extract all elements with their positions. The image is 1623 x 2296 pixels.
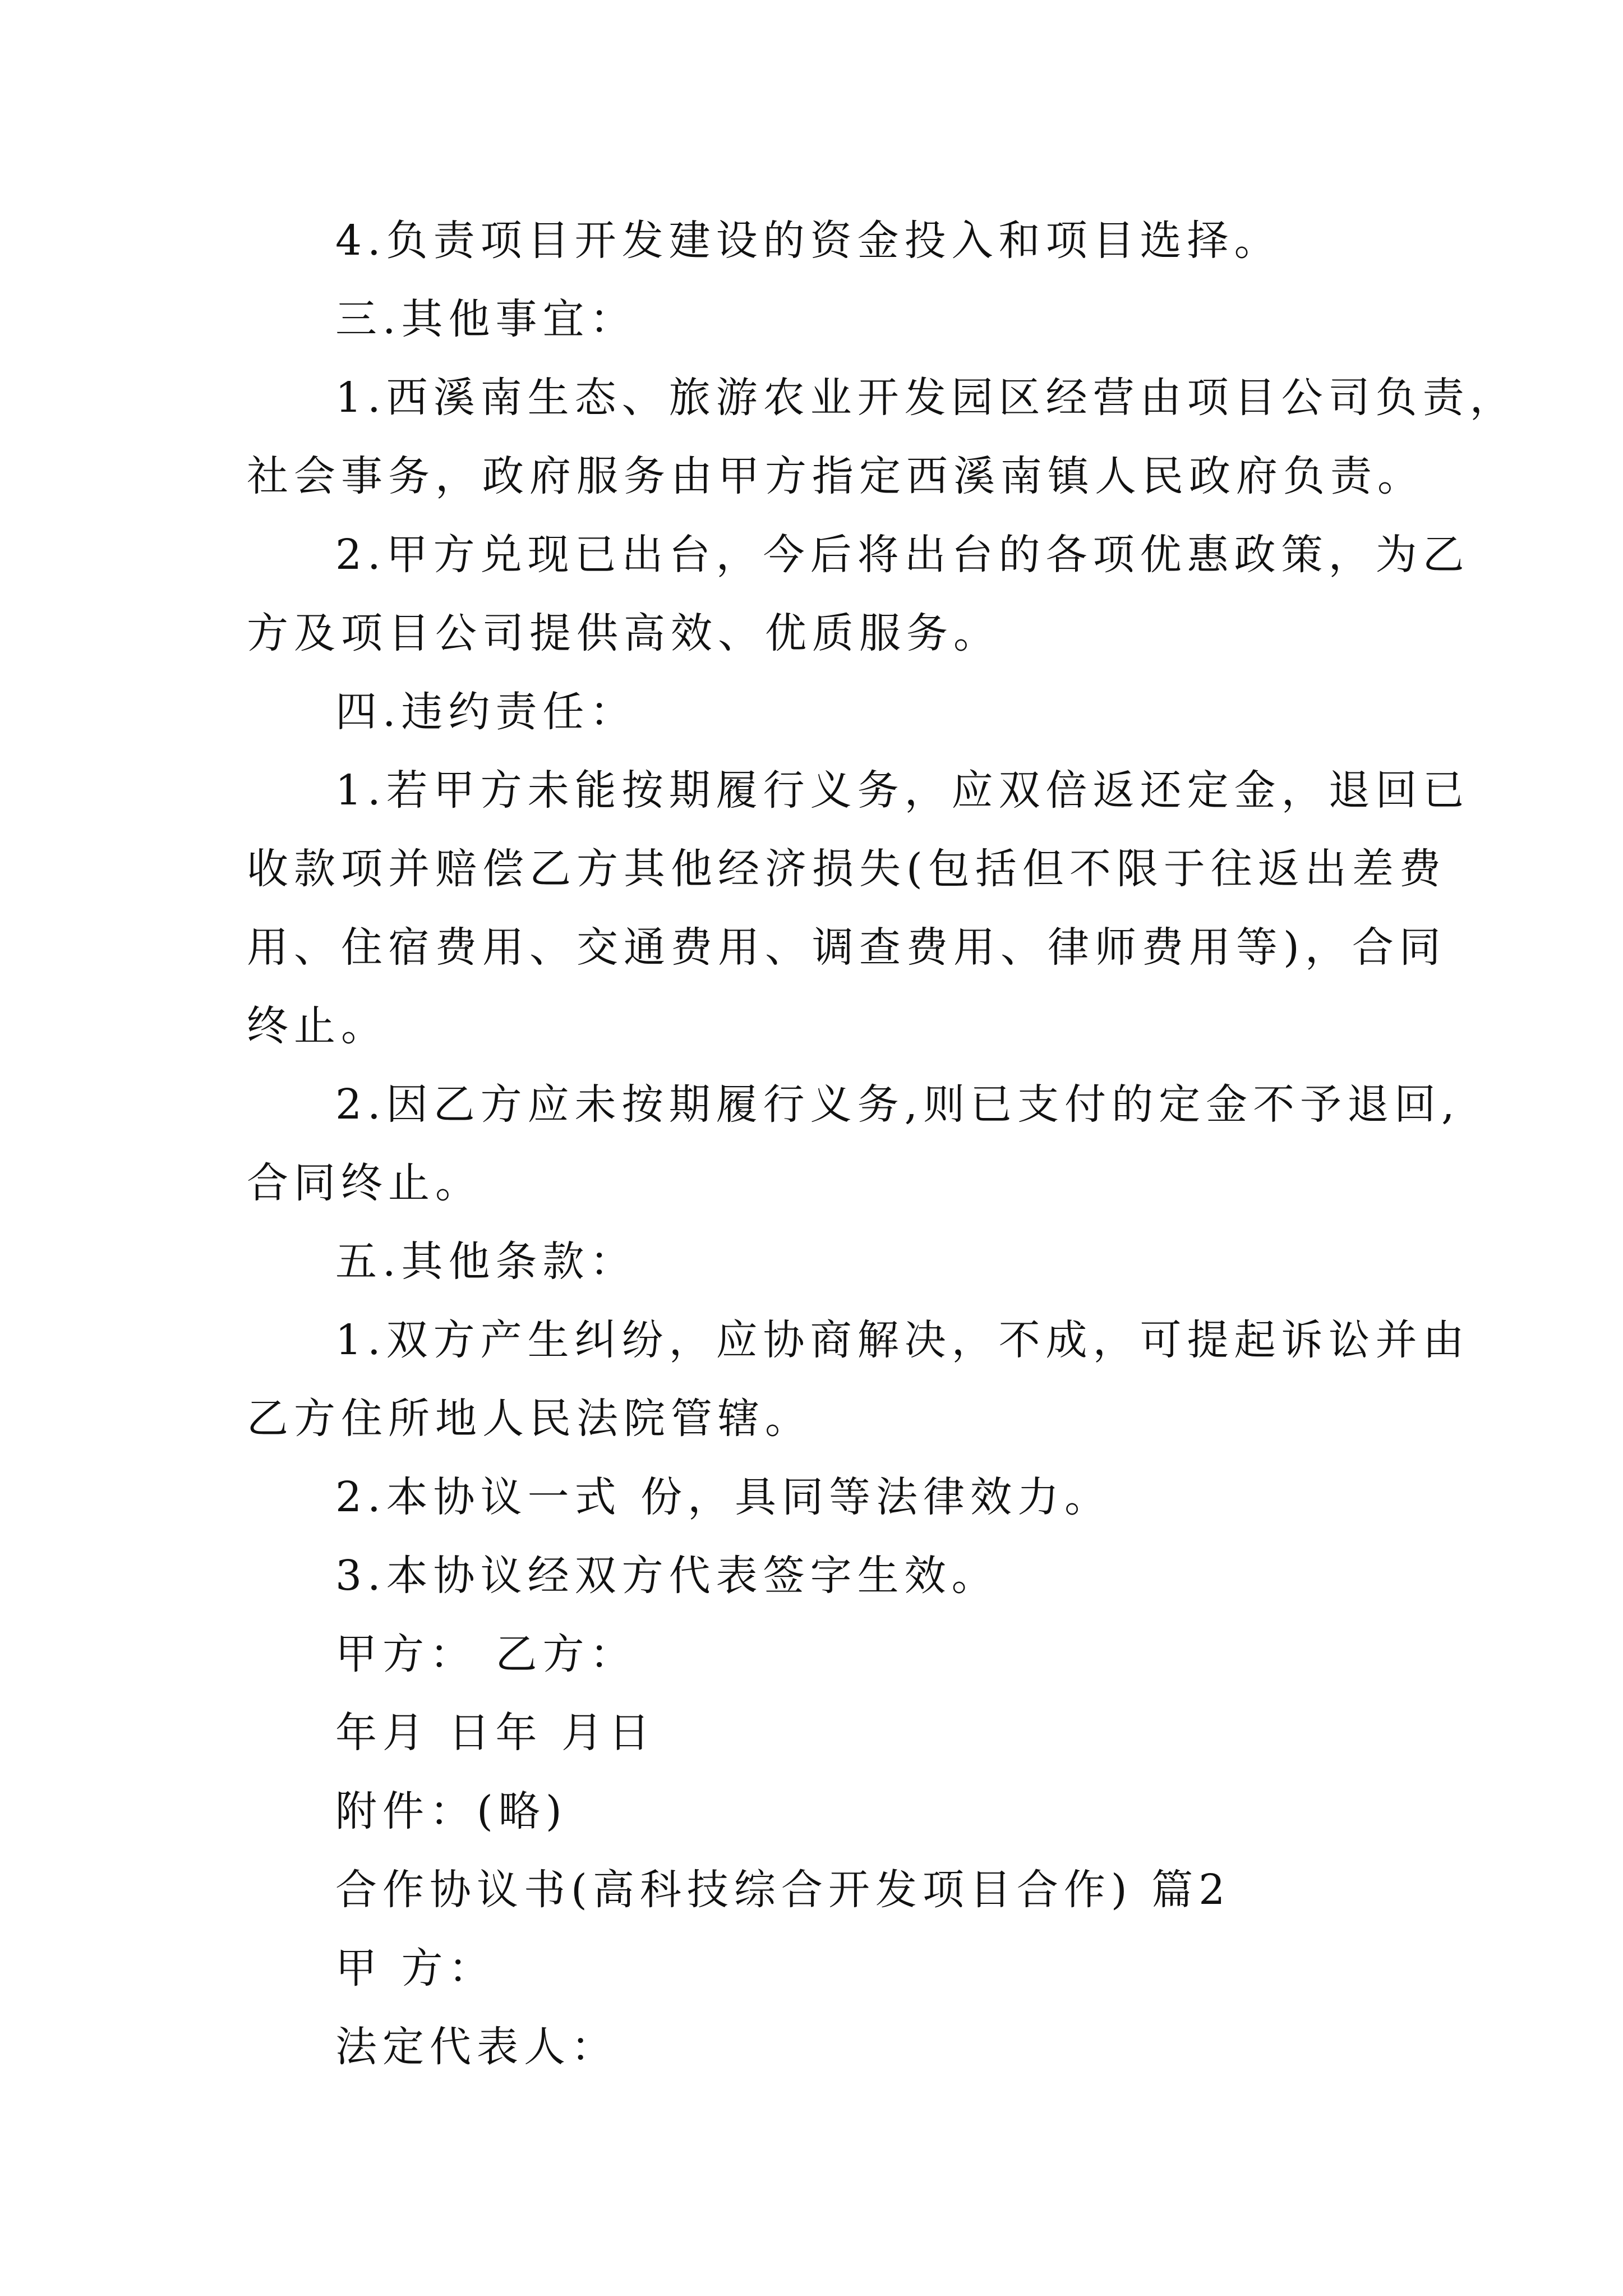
signature-dates: 年月 日年 月日 [335,1709,656,1757]
clause-3-item-1: 1.西溪南生态、旅游农业开发园区经营由项目公司负责， [335,374,1517,422]
section-4-heading: 四.违约责任： [335,688,637,736]
clause-4-item-2: 2.因乙方应未按期履行义务,则已支付的定金不予退回, [335,1080,1460,1129]
section-5-heading: 五.其他条款： [335,1237,637,1286]
clause-5-item-3: 3.本协议经双方代表签字生效。 [335,1552,999,1600]
clause-3-item-2: 2.甲方兑现已出台，今后将出台的各项优惠政策，为乙 [335,531,1470,579]
next-agreement-title: 合作协议书(高科技综合开发项目合作) 篇2 [335,1866,1231,1914]
clause-4-item-1-cont-2: 用、住宿费用、交通费用、调查费用、律师费用等)，合同 [247,923,1446,972]
clause-4-item-1-cont-3: 终止。 [247,1002,388,1050]
clause-3-item-1-cont: 社会事务，政府服务由甲方指定西溪南镇人民政府负责。 [247,452,1424,500]
signature-parties: 甲方： 乙方： [335,1630,637,1678]
legal-representative-label: 法定代表人： [335,2023,618,2071]
party-a-label: 甲 方： [335,1944,496,1993]
clause-5-item-1: 1.双方产生纠纷，应协商解决，不成，可提起诉讼并由 [335,1316,1470,1364]
clause-2-item-4: 4.负责项目开发建设的资金投入和项目选择。 [335,217,1281,265]
clause-4-item-1-cont-1: 收款项并赔偿乙方其他经济损失(包括但不限于往返出差费 [247,845,1446,893]
section-3-heading: 三.其他事宜： [335,295,637,343]
clause-4-item-1: 1.若甲方未能按期履行义务，应双倍返还定金，退回已 [335,766,1470,815]
clause-5-item-1-cont: 乙方住所地人民法院管辖。 [247,1395,812,1443]
clause-5-item-2: 2.本协议一式 份，具同等法律效力。 [335,1473,1112,1521]
clause-4-item-2-cont: 合同终止。 [247,1159,482,1207]
clause-3-item-2-cont: 方及项目公司提供高效、优质服务。 [247,609,1000,657]
attachment-note: 附件：(略) [335,1787,568,1835]
